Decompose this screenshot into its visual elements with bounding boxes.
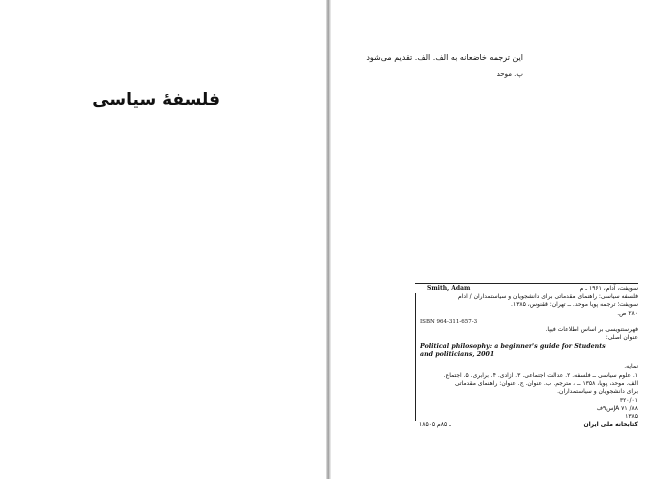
cip-title-line: فلسفه سیاسی: راهنمای مقدماتی برای دانشجویان و سیاستمداران / آدام (458, 293, 638, 300)
left-page (0, 0, 326, 479)
cip-subjects-line: ۱. علوم سیاسی ــ فلسفه. ۲. عدالت اجتماعی. ۳. آزادی. ۴. برابری. ۵. اجتماع. (443, 371, 638, 379)
cip-original-title-2: and politicians, 2001 (420, 351, 495, 359)
cip-dewey-number: ۳۲۰/۰۱ (619, 396, 638, 404)
cip-original-title-label: عنوان اصلی: (605, 334, 638, 342)
translator-initials: پ. موحد (496, 70, 523, 78)
cip-header (415, 284, 638, 293)
cip-index-note: نمایه. (624, 363, 638, 371)
cip-national-library-label: کتابخانه ملی ایران (583, 421, 638, 429)
cip-author-en: Smith, Adam (427, 285, 471, 292)
cip-fipa-note: فهرستنویسی بر اساس اطلاعات فیپا. (545, 326, 638, 334)
right-page (331, 0, 658, 479)
cataloging-in-publication-block (415, 283, 638, 430)
book-title: فلسفهٔ سیاسی (92, 90, 220, 110)
cip-author-fa: سویفت، آدام، ۱۹۶۱ ـ م (579, 285, 638, 292)
cip-national-library-number: ۱۸۵۰۵ ـ ۸۵م (419, 421, 451, 429)
cip-original-title-1: Political philosophy: a beginner's guide for Students (420, 342, 606, 350)
cip-isbn: ISBN 964-311-657-3 (420, 318, 478, 325)
cip-lc-number: JA ۷۱ /۸۸س۹ف (596, 404, 638, 412)
cip-pages-line: ۲۸۰ ص. (617, 309, 638, 317)
cip-translator-line: سویفت؛ ترجمه پویا موحد. ــ تهران: ققنوس، ۱۳۸۵. (511, 301, 638, 309)
cip-footer (415, 421, 638, 430)
cip-body (415, 293, 638, 421)
cip-added-entries-line: الف. موحد، پویا، ۱۳۵۸ ــ ، مترجم. ب. عنوان. ج. عنوان: راهنمای مقدماتی (454, 379, 638, 387)
cip-added-entries-cont: برای دانشجویان و سیاستمداران. (557, 388, 638, 396)
dedication: این ترجمه خاضعانه به الف. الف. تقدیم می‌شود (366, 53, 523, 62)
cip-year: ۱۳۸۵ (625, 413, 638, 421)
